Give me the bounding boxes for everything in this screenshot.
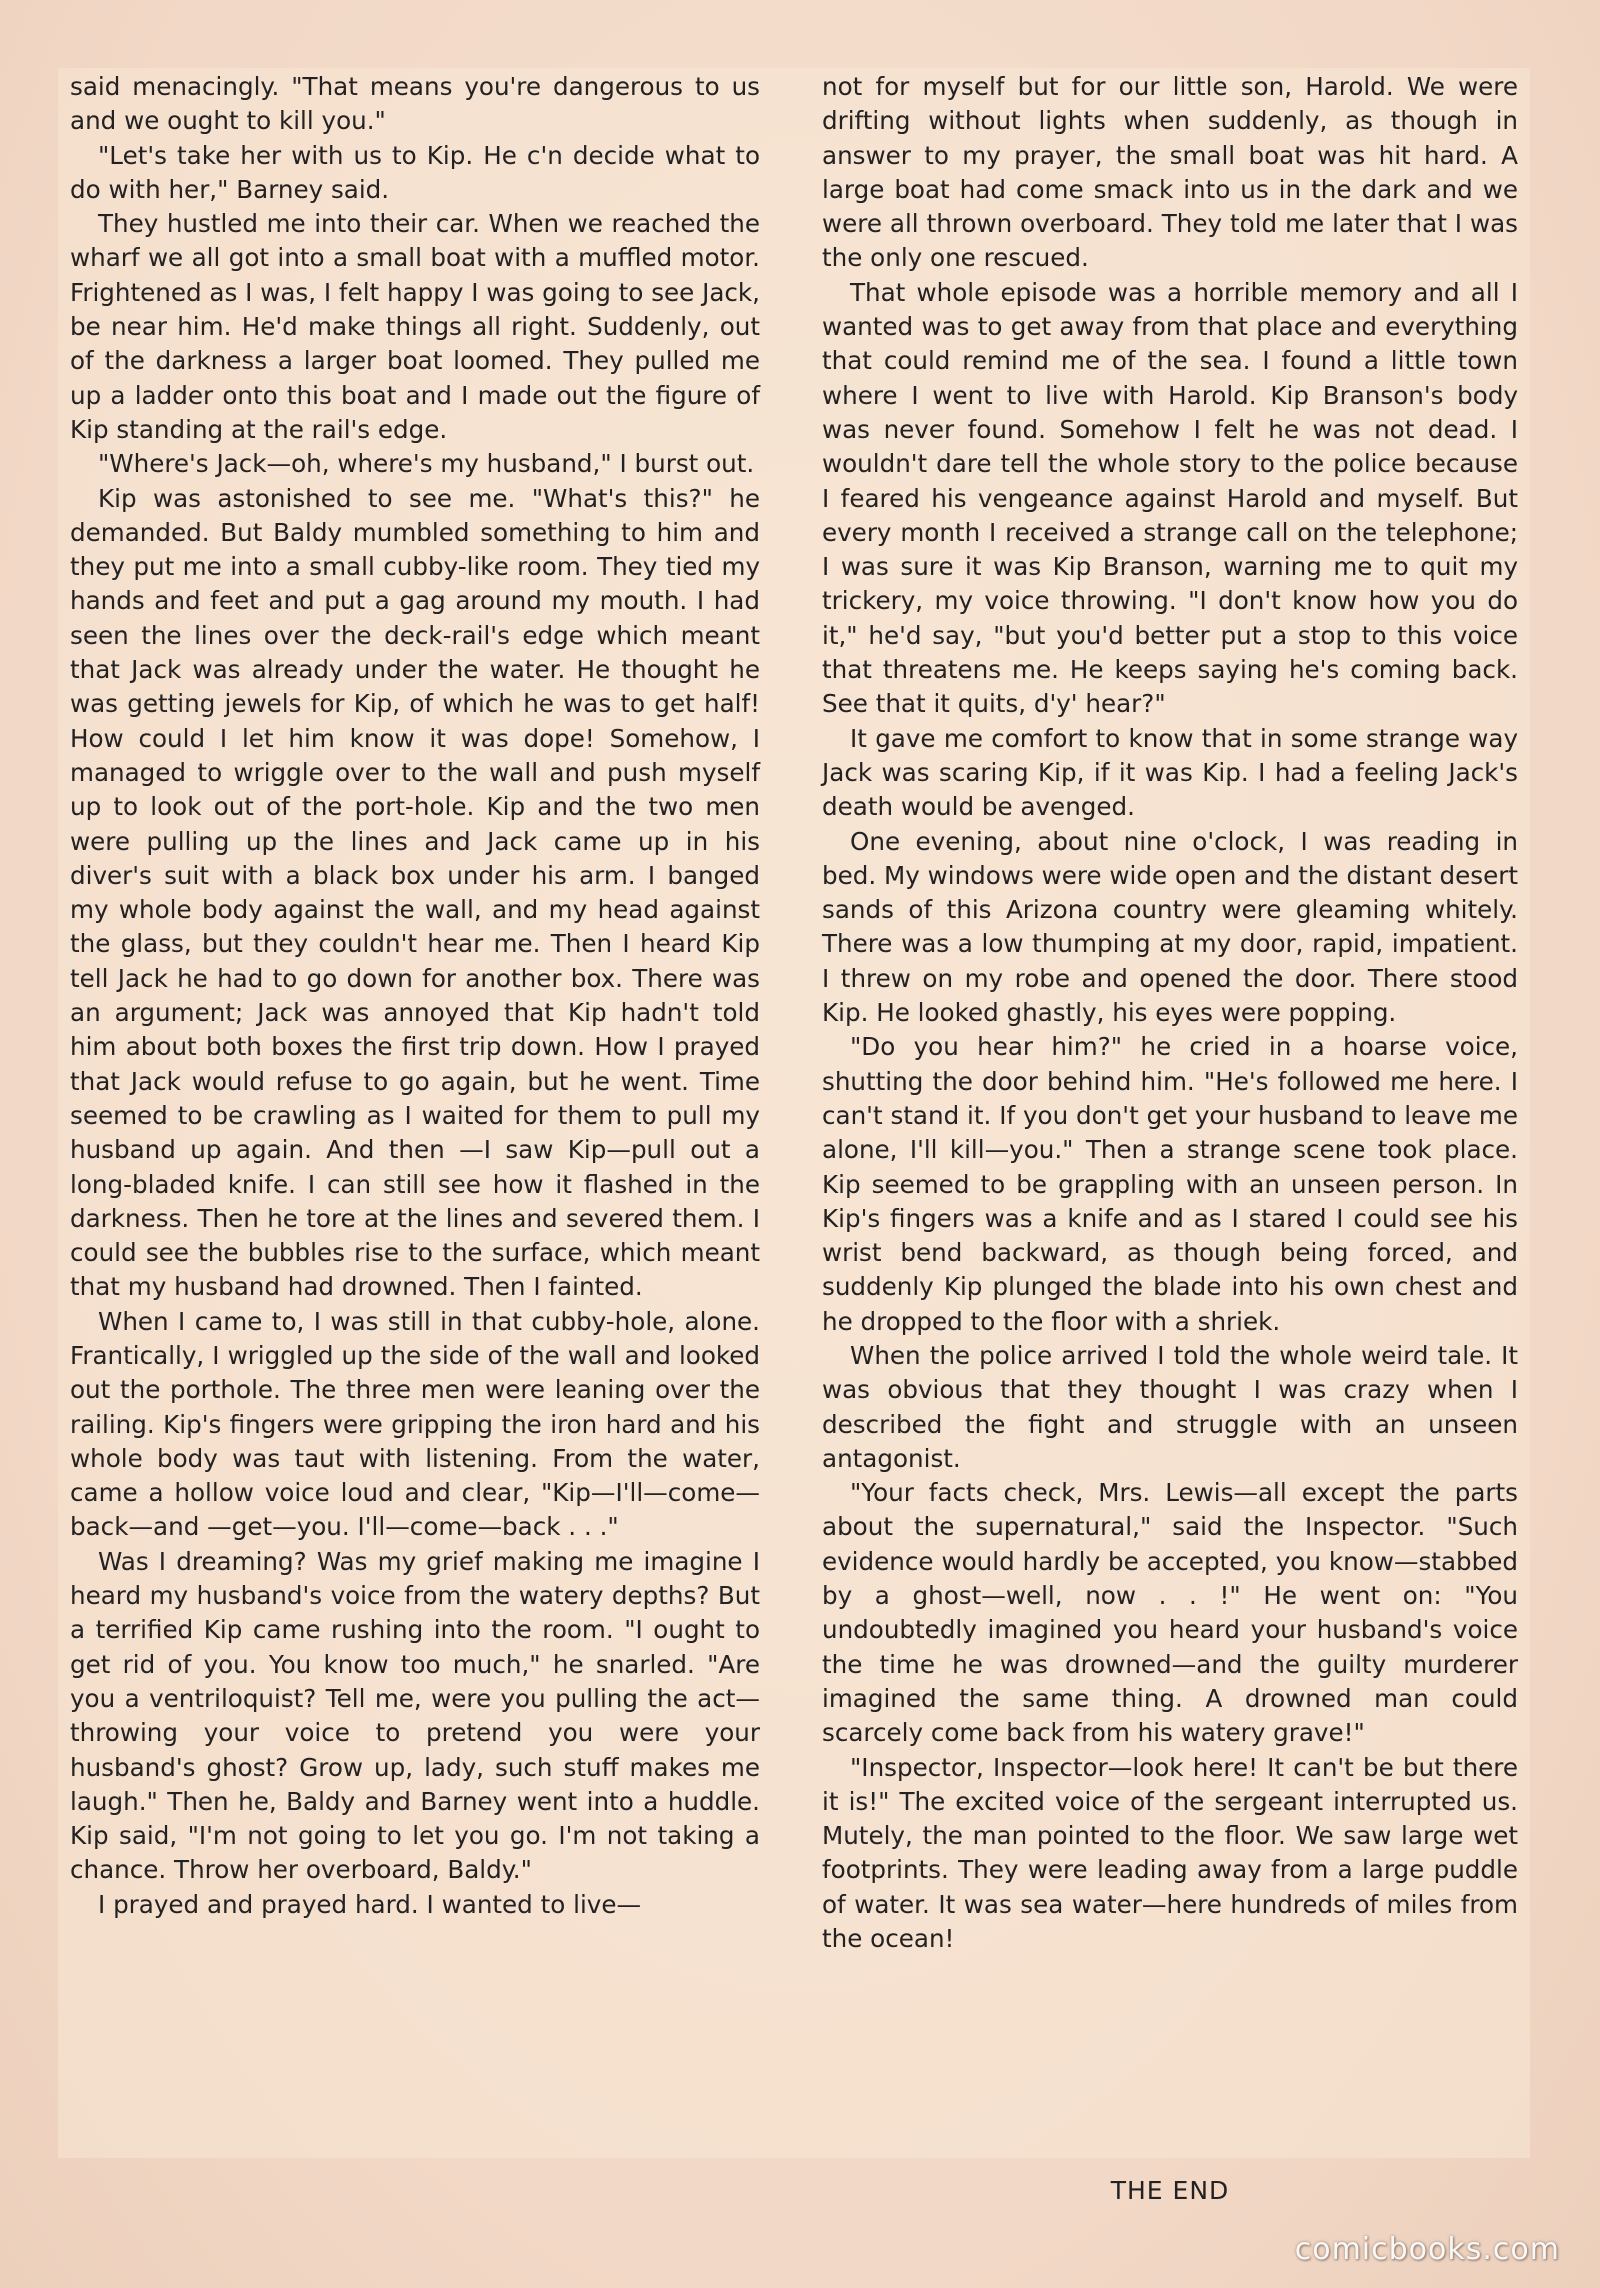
paragraph: "Your facts check, Mrs. Lewis—all except the parts about the supernatural," said the Inspector. "Such evidence would hardly be accepted, you know—stabbed by a ghost—well, now . . !" He went on: "You undoubtedly imagined you heard your husband's voice the time he was drowned—and the guilty murderer imagined the same thing. A drowned man could scarcely come back from his watery grave!"	[822, 1478, 1518, 1748]
the-end-label: THE END	[1110, 2176, 1230, 2205]
paragraph: Kip was astonished to see me. "What's this?" he demanded. But Baldy mumbled something to him and they put me into a small cubby-like room. They tied my hands and feet and put a gag around my mouth. I had seen the lines over the deck-rail's edge which meant that Jack was already under the water. He thought he was getting jewels for Kip, of which he was to get half! How could I let him know it was dope! Somehow, I managed to wriggle over to the wall and push myself up to look out of the port-hole. Kip and the two men were pulling up the lines and Jack came up in his diver's suit with a black box under his arm. I banged my whole body against the wall, and my head against the glass, but they couldn't hear me. Then I heard Kip tell Jack he had to go down for another box. There was an argument; Jack was annoyed that Kip hadn't told him about both boxes the first trip down. How I prayed that Jack would refuse to go again, but he went. Time seemed to be crawling as I waited for them to pull my husband up again. And then —I saw Kip—pull out a long-bladed knife. I can still see how it flashed in the darkness. Then he tore at the lines and severed them. I could see the bubbles rise to the surface, which meant that my husband had drowned. Then I fainted.	[70, 483, 760, 1302]
paragraph: That whole episode was a horrible memory and all I wanted was to get away from that place and everything that could remind me of the sea. I found a little town where I went to live with Harold. Kip Branson's body was never found. Somehow I felt he was not dead. I wouldn't dare tell the whole story to the police because I feared his vengeance against Harold and myself. But every month I received a strange call on the telephone; I was sure it was Kip Branson, warning me to quit my trickery, my voice throwing. "I don't know how you do it," he'd say, "but you'd better put a stop to this voice that threatens me. He keeps saying he's coming back. See that it quits, d'y' hear?"	[822, 277, 1518, 719]
paragraph: Was I dreaming? Was my grief making me imagine I heard my husband's voice from the watery depths? But a terrified Kip came rushing into the room. "I ought to get rid of you. You know too much," he snarled. "Are you a ventriloquist? Tell me, were you pulling the act—throwing your voice to pretend you were your husband's ghost? Grow up, lady, such stuff makes me laugh." Then he, Baldy and Barney went into a huddle. Kip said, "I'm not going to let you go. I'm not taking a chance. Throw her overboard, Baldy."	[70, 1546, 760, 1885]
paragraph: "Do you hear him?" he cried in a hoarse voice, shutting the door behind him. "He's followed me here. I can't stand it. If you don't get your husband to leave me alone, I'll kill—you." Then a strange scene took place. Kip seemed to be grappling with an unseen person. In Kip's fingers was a knife and as I stared I could see his wrist bend backward, as though being forced, and suddenly Kip plunged the blade into his own chest and he dropped to the floor with a shriek.	[822, 1032, 1518, 1336]
left-column	[70, 70, 760, 1922]
paragraph: When the police arrived I told the whole weird tale. It was obvious that they thought I was crazy when I described the fight and struggle with an unseen antagonist.	[822, 1340, 1518, 1473]
paragraph: "Let's take her with us to Kip. He c'n decide what to do with her," Barney said.	[70, 140, 760, 204]
paragraph: "Inspector, Inspector—look here! It can't be but there it is!" The excited voice of the sergeant interrupted us. Mutely, the man pointed to the floor. We saw large wet footprints. They were leading away from a large puddle of water. It was sea water—here hundreds of miles from the ocean!	[822, 1752, 1518, 1954]
paragraph: I prayed and prayed hard. I wanted to live—	[98, 1889, 642, 1919]
watermark: comicbooks.com	[1294, 2232, 1560, 2267]
paragraph: said menacingly. "That means you're dangerous to us and we ought to kill you."	[70, 72, 760, 136]
paragraph: When I came to, I was still in that cubby-hole, alone. Frantically, I wriggled up the side of the wall and looked out the porthole. The three men were leaning over the railing. Kip's fingers were gripping the iron hard and his whole body was taut with listening. From the water, came a hollow voice loud and clear, "Kip—I'll—come—back—and —get—you. I'll—come—back . . ."	[70, 1306, 760, 1542]
paragraph: One evening, about nine o'clock, I was reading in bed. My windows were wide open and the distant desert sands of this Arizona country were gleaming whitely. There was a low thumping at my door, rapid, impatient. I threw on my robe and opened the door. There stood Kip. He looked ghastly, his eyes were popping.	[822, 826, 1518, 1028]
paragraph: not for myself but for our little son, Harold. We were drifting without lights when suddenly, as though in answer to my prayer, the small boat was hit hard. A large boat had come smack into us in the dark and we were all thrown overboard. They told me later that I was the only one rescued.	[822, 72, 1518, 273]
right-column	[822, 70, 1518, 1956]
paragraph: "Where's Jack—oh, where's my husband," I burst out.	[98, 449, 755, 479]
paragraph: They hustled me into their car. When we reached the wharf we all got into a small boat with a muffled motor. Frightened as I was, I felt happy I was going to see Jack, be near him. He'd make things all right. Suddenly, out of the darkness a larger boat loomed. They pulled me up a ladder onto this boat and I made out the figure of Kip standing at the rail's edge.	[70, 209, 760, 444]
paragraph: It gave me comfort to know that in some strange way Jack was scaring Kip, if it was Kip. I had a feeling Jack's death would be avenged.	[822, 723, 1518, 822]
